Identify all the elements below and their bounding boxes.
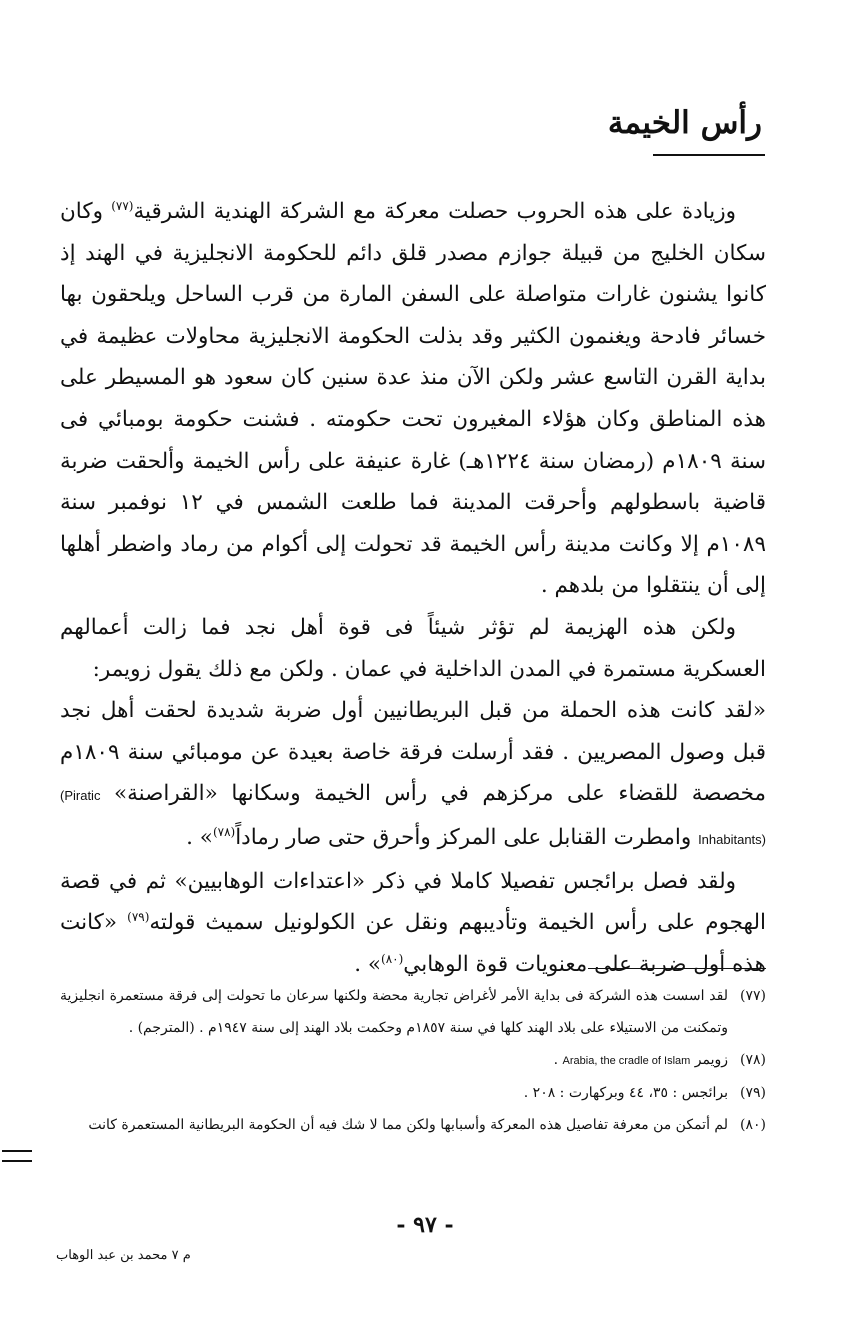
footnote-text: برائجس : ٣٥، ٤٤ وبركهارت : ٢٠٨ . — [523, 1085, 728, 1101]
paragraph-text: «لقد كانت هذه الحملة من قبل البريطانيين أول ضربة شديدة لحقت أهل نجد قبل وصول المصريين . فقد أرسلت فرقة خاصة بعيدة عن مومبائي سنة ١٨٠٩م مخصصة للقضاء على مركزهم في رأس الخيمة وسكانها «القراصنة» — [60, 698, 766, 807]
latin-term: (Piratic Inhabitants) — [60, 788, 766, 847]
footnote-item — [60, 1044, 766, 1077]
paragraph-3-quote — [60, 690, 766, 860]
footnote-item — [60, 980, 766, 1044]
footnote-reference[interactable]: (٨٠) — [381, 951, 404, 966]
paragraph-4 — [60, 861, 766, 986]
paragraph-text: » . — [186, 824, 213, 850]
paragraph-1 — [60, 191, 766, 607]
paragraph-text: وزيادة على هذه الحروب حصلت معركة مع الشركة الهندية الشرقية — [133, 199, 736, 224]
margin-double-line-mark — [2, 1150, 32, 1162]
footnote-text — [60, 1044, 728, 1077]
footnote-item — [60, 1077, 766, 1109]
body-text — [60, 191, 766, 985]
paragraph-text: ولقد فصل برائجس تفصيلا كاملا في ذكر «اعتداءات الوهابيين» ثم في قصة الهجوم على رأس الخيمة وتأديبهم ونقل عن الكولونيل سميث قولته — [60, 868, 766, 936]
latin-book-title: Arabia, the cradle of Islam — [562, 1055, 691, 1067]
footnote-separator — [588, 968, 766, 969]
page-number: - ٩٧ - — [396, 1212, 454, 1238]
paragraph-text: » . — [354, 951, 382, 977]
title-underline — [653, 154, 765, 156]
paragraph-text: ولكن هذه الهزيمة لم تؤثر شيئاً فى قوة أهل نجد فما زالت أعمالهم العسكرية مستمرة في المدن الداخلية في عمان . ولكن مع ذلك يقول زويمر: — [60, 614, 766, 682]
footnote-item — [60, 1109, 766, 1141]
paragraph-text: وامطرت القنابل على المركز وأحرق حتى صار رماداً — [235, 824, 699, 850]
paragraph-2 — [60, 607, 766, 690]
footnote-reference[interactable]: (٧٨) — [212, 824, 236, 839]
footnote-number: (٧٧) — [740, 988, 766, 1004]
footnote-reference[interactable]: (٧٩) — [127, 909, 150, 924]
footnotes — [60, 980, 766, 1141]
printer-signature: م ٧ محمد بن عبد الوهاب — [56, 1248, 191, 1263]
footnote-text-part: زويمر — [690, 1052, 728, 1068]
section-title: رأس الخيمة — [607, 105, 762, 141]
footnote-number: (٨٠) — [740, 1117, 766, 1133]
footnote-text: لقد اسست هذه الشركة فى بداية الأمر لأغراض تجارية محضة ولكنها سرعان ما تحولت إلى فرقة مستعمرة انجليزية وتمكنت من الاستيلاء على بلاد الهند كلها في سنة ١٨٥٧م وحكمت بلاد الهند إلى سنة ١٩٤٧م . (المترجم) . — [60, 988, 728, 1036]
paragraph-text: وكان سكان الخليج من قبيلة جوازم مصدر قلق دائم للحكومة الانجليزية في الهند إذ كانوا يشنون غارات متواصلة على السفن المارة من قرب الساحل ويلحقون بها خسائر فادحة ويغنمون الكثير وقد بذلت الحكومة الانجليزية محاولات عظيمة في بداية القرن التاسع عشر ولكن الآن منذ عدة سنين كان سعود هو المسيطر على هذه المناطق وكان هؤلاء المغيرون تحت حكومته . فشنت حكومة بومبائي فى سنة ١٨٠٩م (رمضان سنة ١٢٢٤هـ) غارة عنيفة على رأس الخيمة وألحقت ضربة قاضية باسطولهم وأحرقت المدينة فما طلعت الشمس في ١٢ نوفمبر سنة ١٠٨٩م إلا وكانت مدينة رأس الخيمة قد تحولت إلى أكوام من رماد واضطر أهلها إلى أن ينتقلوا من بلدهم . — [60, 199, 766, 599]
paragraph-text: «كانت هذه أول ضربة على معنويات قوة الوهابي — [60, 910, 766, 977]
footnote-number: (٧٩) — [740, 1085, 766, 1101]
footnote-text: لم أتمكن من معرفة تفاصيل هذه المعركة وأسبابها ولكن مما لا شك فيه أن الحكومة البريطانية المستعمرة كانت — [88, 1117, 728, 1133]
footnote-reference[interactable]: (٧٧) — [111, 198, 134, 213]
footnote-number: (٧٨) — [740, 1052, 766, 1068]
footnote-text-part: . — [553, 1052, 563, 1068]
